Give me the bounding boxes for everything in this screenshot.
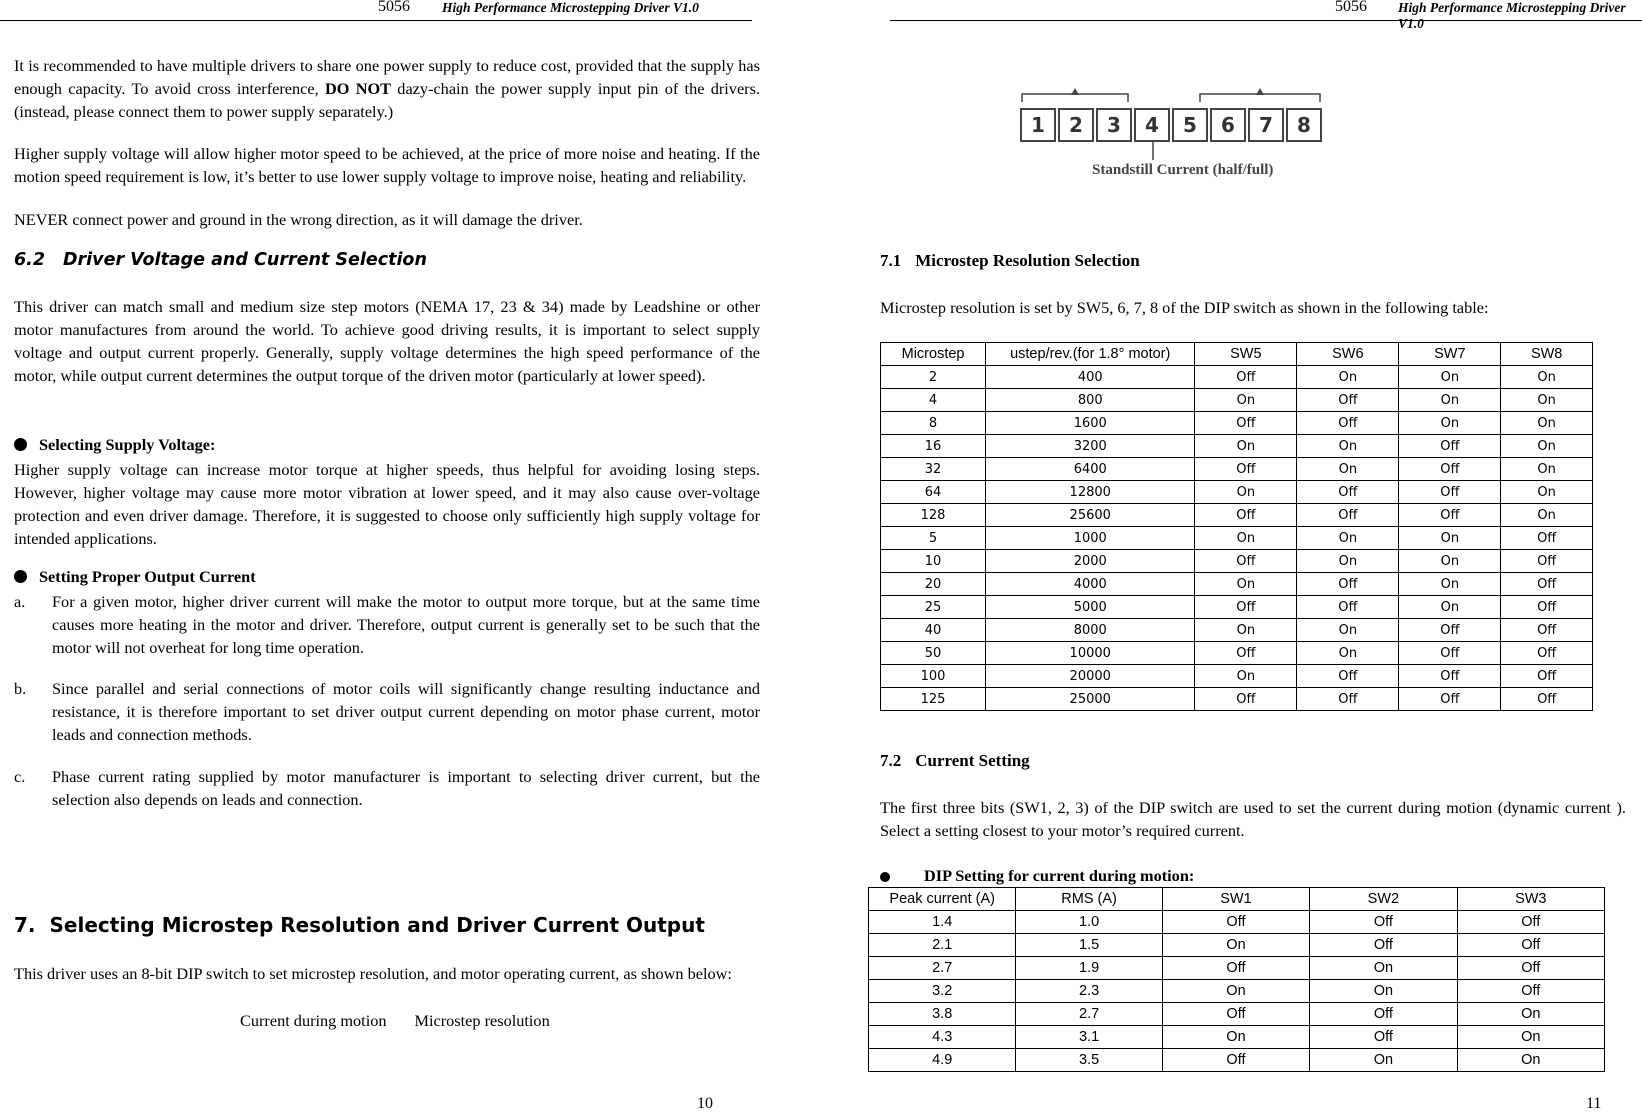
section-number: 7.2 (880, 751, 902, 770)
caption-microstep-resolution: Microstep resolution (414, 1011, 550, 1030)
dip-switch-5: 5 (1172, 108, 1208, 142)
table-cell: 3.1 (1016, 1026, 1162, 1049)
dip-standstill-pointer (1020, 142, 1360, 162)
section-heading-6-2 (14, 250, 427, 270)
header-number: 5056 (1335, 0, 1367, 15)
section-heading-7 (14, 913, 705, 937)
table-cell: Off (1457, 957, 1604, 980)
table-cell: Off (1162, 911, 1309, 934)
table-row (881, 688, 1593, 711)
table-cell: On (1501, 366, 1593, 389)
dip-switch-2: 2 (1058, 108, 1094, 142)
table-cell: 20000 (986, 665, 1195, 688)
table-cell: 1000 (986, 527, 1195, 550)
table-header-cell: SW6 (1297, 343, 1399, 366)
table-row (881, 619, 1593, 642)
table-cell: On (1501, 435, 1593, 458)
dip-switch-diagram (1020, 78, 1360, 188)
bullet-icon (14, 570, 27, 583)
table-cell: Off (1501, 688, 1593, 711)
table-cell: 800 (986, 389, 1195, 412)
section-number: 6.2 (14, 250, 46, 270)
table-cell: 25000 (986, 688, 1195, 711)
list-text: For a given motor, higher driver current will make the motor to output more torque, but at the same time causes more heating in the motor and driver. Therefore, output current is generally set to be such that the motor will not overheat for long time operation. (52, 592, 760, 657)
paragraph-supply-voltage: Higher supply voltage will allow higher motor speed to be achieved, at the price of more noise and heating. If the motion speed requirement is low, it’s better to use lower supply voltage to improve noise, heating and reliability. (14, 144, 760, 186)
list-text: Since parallel and serial connections of motor coils will significantly change resulting inductance and resistance, it is therefore important to set driver output current depending on motor phase current, motor leads and connection methods. (52, 679, 760, 744)
dip-switch-8: 8 (1286, 108, 1322, 142)
table-cell: Off (1310, 934, 1457, 957)
bullet-output-current (14, 567, 256, 587)
table-cell: Off (1310, 1003, 1457, 1026)
table-cell: Off (1162, 1049, 1309, 1072)
table-row (869, 911, 1605, 934)
table-header-cell: ustep/rev.(for 1.8° motor) (986, 343, 1195, 366)
table-row (881, 412, 1593, 435)
header-title: High Performance Microstepping Driver V1.0 (442, 0, 699, 15)
table-cell: 3200 (986, 435, 1195, 458)
table-row (881, 642, 1593, 665)
table-cell: 2.1 (869, 934, 1016, 957)
table-cell: 40 (881, 619, 986, 642)
table-row (881, 550, 1593, 573)
table-cell: Off (1195, 412, 1297, 435)
paragraph-motor-match: This driver can match small and medium size step motors (NEMA 17, 23 & 34) made by Leadshine or other motor manufactures from around the world. To achieve good driving results, it is important to select supply voltage and output current properly. Generally, supply voltage determines the high speed performance of the motor, while output current determines the output torque of the driven motor (particularly at lower speed). (14, 297, 760, 385)
table-cell: On (1195, 573, 1297, 596)
table-row (881, 389, 1593, 412)
table-cell: 12800 (986, 481, 1195, 504)
paragraph-supply-voltage-detail: Higher supply voltage can increase motor torque at higher speeds, thus helpful for avoiding losing steps. However, higher voltage may cause more motor vibration at lower speed, and it may also cause over-voltage protection and even driver damage. Therefore, it is suggested to choose only sufficiently high supply voltage for intended applications. (14, 460, 760, 548)
table-cell: 25600 (986, 504, 1195, 527)
table-row (881, 435, 1593, 458)
table-cell: Off (1501, 527, 1593, 550)
table-cell: Off (1297, 504, 1399, 527)
current-table (868, 887, 1605, 1072)
table-row (881, 527, 1593, 550)
table-cell: On (1310, 957, 1457, 980)
table-header-cell: RMS (A) (1016, 888, 1162, 911)
table-row (869, 934, 1605, 957)
section-title: Selecting Microstep Resolution and Driver Current Output (49, 913, 705, 937)
table-cell: Off (1501, 596, 1593, 619)
table-cell: Off (1457, 934, 1604, 957)
table-cell: 16 (881, 435, 986, 458)
table-cell: 125 (881, 688, 986, 711)
table-cell: Off (1501, 573, 1593, 596)
paragraph-microstep: Microstep resolution is set by SW5, 6, 7, 8 of the DIP switch as shown in the following table: (880, 298, 1489, 317)
table-cell: Off (1195, 550, 1297, 573)
dip-switch-4: 4 (1134, 108, 1170, 142)
table-cell: Off (1297, 573, 1399, 596)
list-label: a. (14, 592, 26, 611)
section-number: 7.1 (880, 251, 902, 270)
table-cell: Off (1297, 412, 1399, 435)
table-cell: On (1297, 458, 1399, 481)
table-row (881, 596, 1593, 619)
table-cell: Off (1297, 389, 1399, 412)
list-text: Phase current rating supplied by motor manufacturer is important to selecting driver current, but the selection also depends on leads and connection. (52, 767, 760, 809)
table-cell: 4000 (986, 573, 1195, 596)
bullet-label: Setting Proper Output Current (39, 567, 256, 586)
table-cell: 64 (881, 481, 986, 504)
bullet-dip-current (880, 866, 1194, 886)
table-cell: 5 (881, 527, 986, 550)
table-cell: On (1310, 980, 1457, 1003)
table-cell: 1600 (986, 412, 1195, 435)
text: It is recommended to have multiple drivers to share one power supply to reduce cost, provided that the supply has enough capacity. To avoid cross interference, (14, 56, 760, 98)
table-cell: 6400 (986, 458, 1195, 481)
table-cell: On (1399, 389, 1501, 412)
table-cell: On (1399, 573, 1501, 596)
table-cell: 100 (881, 665, 986, 688)
table-body (881, 343, 1593, 711)
table-cell: On (1162, 934, 1309, 957)
table-row (869, 1049, 1605, 1072)
table-cell: On (1297, 435, 1399, 458)
table-cell: On (1399, 550, 1501, 573)
table-cell: Off (1399, 504, 1501, 527)
list-item (14, 590, 760, 659)
page-header (890, 0, 1642, 31)
bullet-icon (14, 438, 27, 451)
table-cell: 4.9 (869, 1049, 1016, 1072)
bullet-supply-voltage (14, 435, 215, 455)
caption-current-during-motion: Current during motion (240, 1011, 387, 1030)
table-cell: Off (1310, 1026, 1457, 1049)
list-label: c. (14, 767, 26, 786)
bullet-icon (880, 872, 890, 882)
table-cell: Off (1457, 980, 1604, 1003)
table-cell: 2.3 (1016, 980, 1162, 1003)
dip-switch-3: 3 (1096, 108, 1132, 142)
table-cell: Off (1162, 957, 1309, 980)
table-cell: 3.8 (869, 1003, 1016, 1026)
table-cell: Off (1195, 366, 1297, 389)
table-cell: On (1399, 412, 1501, 435)
table-cell: Off (1501, 550, 1593, 573)
table-row (869, 980, 1605, 1003)
table-cell: Off (1162, 1003, 1309, 1026)
paragraph-current-setting: The first three bits (SW1, 2, 3) of the DIP switch are used to set the current during motion (dynamic current ). Select a setting closest to your motor’s required current. (880, 798, 1626, 840)
list-item (14, 677, 760, 746)
table-cell: Off (1399, 642, 1501, 665)
table-cell: Off (1457, 911, 1604, 934)
table-cell: On (1457, 1003, 1604, 1026)
table-cell: Off (1399, 688, 1501, 711)
table-cell: 1.9 (1016, 957, 1162, 980)
table-cell: Off (1399, 665, 1501, 688)
table-cell: On (1162, 1026, 1309, 1049)
table-cell: Off (1399, 619, 1501, 642)
table-cell: On (1195, 619, 1297, 642)
table-cell: 50 (881, 642, 986, 665)
table-cell: Off (1399, 435, 1501, 458)
left-page (0, 0, 820, 1113)
table-cell: 32 (881, 458, 986, 481)
table-cell: Off (1195, 504, 1297, 527)
table-cell: On (1501, 458, 1593, 481)
table-cell: On (1162, 980, 1309, 1003)
table-cell: 4.3 (869, 1026, 1016, 1049)
text: dazy-chain the power supply input pin of the drivers. (instead, please connect them to power supply separately.) (14, 79, 761, 121)
table-header-row (881, 343, 1593, 366)
right-page (820, 0, 1642, 1113)
table-cell: Off (1501, 665, 1593, 688)
header-title: High Performance Microstepping Driver V1.0 (1398, 0, 1626, 31)
table-cell: 3.5 (1016, 1049, 1162, 1072)
table-cell: 25 (881, 596, 986, 619)
page-number: 10 (697, 1095, 713, 1112)
table-cell: On (1297, 619, 1399, 642)
table-cell: On (1310, 1049, 1457, 1072)
table-cell: Off (1501, 619, 1593, 642)
table-row (869, 1003, 1605, 1026)
paragraph-dip-intro: This driver uses an 8-bit DIP switch to set microstep resolution, and motor operating current, as shown below: (14, 964, 732, 983)
table-header-row (869, 888, 1605, 911)
table-cell: 10000 (986, 642, 1195, 665)
table-cell: On (1501, 412, 1593, 435)
table-row (869, 1026, 1605, 1049)
table-cell: On (1195, 389, 1297, 412)
microstep-table (880, 342, 1593, 711)
table-cell: Off (1195, 688, 1297, 711)
table-cell: On (1297, 366, 1399, 389)
table-cell: Off (1399, 481, 1501, 504)
list-item (14, 765, 760, 811)
table-cell: Off (1310, 911, 1457, 934)
paragraph-power-supply (14, 54, 760, 123)
section-number: 7. (14, 913, 36, 937)
table-cell: Off (1297, 481, 1399, 504)
section-heading-7-2 (880, 751, 1030, 771)
table-cell: Off (1195, 458, 1297, 481)
section-title: Driver Voltage and Current Selection (63, 250, 427, 270)
table-header-cell: SW8 (1501, 343, 1593, 366)
table-row (881, 366, 1593, 389)
table-cell: Off (1195, 596, 1297, 619)
table-cell: 10 (881, 550, 986, 573)
table-header-cell: SW1 (1162, 888, 1309, 911)
table-cell: 8000 (986, 619, 1195, 642)
dip-switch-7: 7 (1248, 108, 1284, 142)
table-cell: On (1457, 1026, 1604, 1049)
table-cell: On (1399, 527, 1501, 550)
table-cell: 2000 (986, 550, 1195, 573)
table-cell: On (1195, 481, 1297, 504)
table-cell: On (1195, 435, 1297, 458)
table-header-cell: SW3 (1457, 888, 1604, 911)
table-header-cell: SW2 (1310, 888, 1457, 911)
table-cell: On (1457, 1049, 1604, 1072)
table-row (881, 458, 1593, 481)
table-cell: On (1501, 504, 1593, 527)
table-cell: 2.7 (1016, 1003, 1162, 1026)
table-cell: 2 (881, 366, 986, 389)
table-cell: 5000 (986, 596, 1195, 619)
table-cell: 1.5 (1016, 934, 1162, 957)
table-row (881, 481, 1593, 504)
list-label: b. (14, 679, 27, 698)
table-cell: Off (1297, 688, 1399, 711)
table-row (881, 504, 1593, 527)
table-cell: 2.7 (869, 957, 1016, 980)
table-cell: On (1501, 481, 1593, 504)
table-cell: 128 (881, 504, 986, 527)
table-row (881, 573, 1593, 596)
section-title: Current Setting (915, 751, 1030, 770)
table-cell: On (1195, 665, 1297, 688)
table-header-cell: SW7 (1399, 343, 1501, 366)
do-not-emphasis: DO NOT (325, 79, 391, 98)
dip-caption: Standstill Current (half/full) (1092, 162, 1274, 178)
table-header-cell: SW5 (1195, 343, 1297, 366)
table-cell: On (1399, 366, 1501, 389)
table-cell: Off (1297, 596, 1399, 619)
table-cell: 4 (881, 389, 986, 412)
table-cell: Off (1399, 458, 1501, 481)
page-header (0, 0, 752, 21)
table-cell: On (1297, 642, 1399, 665)
table-cell: 400 (986, 366, 1195, 389)
header-number: 5056 (378, 0, 410, 15)
table-cell: On (1399, 596, 1501, 619)
dip-group-captions (240, 1009, 740, 1032)
table-cell: On (1297, 527, 1399, 550)
section-heading-7-1 (880, 251, 1140, 271)
bullet-label: Selecting Supply Voltage: (39, 435, 216, 454)
page-number: 11 (1586, 1095, 1602, 1112)
table-cell: On (1195, 527, 1297, 550)
table-row (881, 665, 1593, 688)
table-cell: 1.0 (1016, 911, 1162, 934)
table-cell: Off (1501, 642, 1593, 665)
section-title: Microstep Resolution Selection (915, 251, 1140, 270)
table-cell: 1.4 (869, 911, 1016, 934)
dip-switch-1: 1 (1020, 108, 1056, 142)
table-cell: Off (1297, 665, 1399, 688)
paragraph-warning: NEVER connect power and ground in the wrong direction, as it will damage the driver. (14, 210, 583, 229)
table-cell: 20 (881, 573, 986, 596)
table-cell: Off (1195, 642, 1297, 665)
table-header-cell: Microstep (881, 343, 986, 366)
table-body (869, 888, 1605, 1072)
table-cell: 3.2 (869, 980, 1016, 1003)
dip-switch-6: 6 (1210, 108, 1246, 142)
table-cell: On (1297, 550, 1399, 573)
bullet-label: DIP Setting for current during motion: (924, 866, 1195, 885)
table-cell: 8 (881, 412, 986, 435)
table-header-cell: Peak current (A) (869, 888, 1016, 911)
table-row (869, 957, 1605, 980)
table-cell: On (1501, 389, 1593, 412)
